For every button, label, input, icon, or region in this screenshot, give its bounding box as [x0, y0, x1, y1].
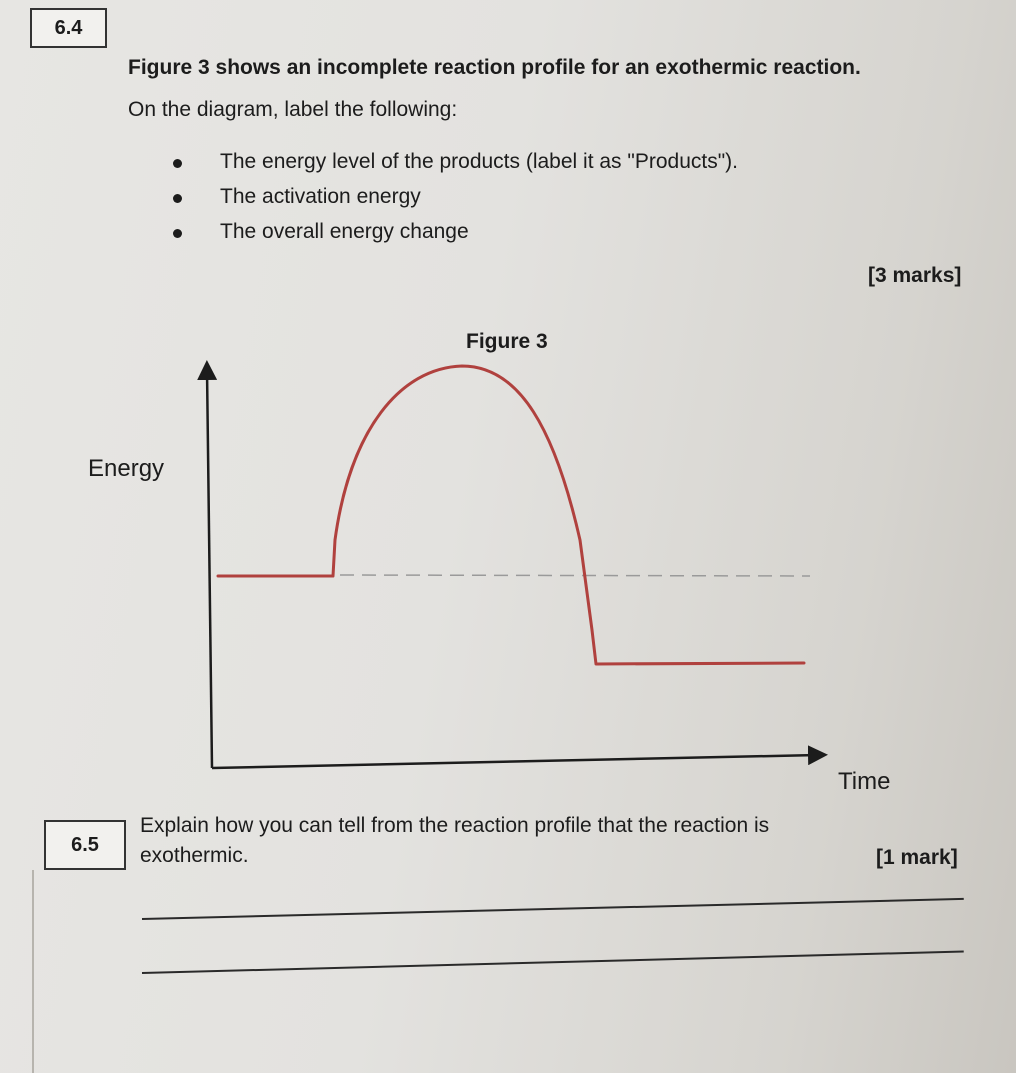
- question-number: 6.4: [54, 16, 83, 39]
- bullet-activation-energy: The activation energy: [170, 185, 738, 220]
- figure-title: Figure 3: [466, 330, 548, 353]
- question-number-box: [44, 820, 126, 870]
- reaction-profile-curve: [218, 366, 804, 664]
- question-intro: Figure 3 shows an incomplete reaction profile for an exothermic reaction.: [128, 56, 861, 79]
- reactant-level-guide: [340, 575, 810, 576]
- question-text-line-2: exothermic.: [140, 844, 249, 867]
- bullet-energy-change: The overall energy change: [170, 220, 738, 255]
- y-axis: [207, 370, 212, 768]
- marks-label: [1 mark]: [876, 846, 958, 869]
- page-margin-edge: [32, 870, 34, 1073]
- x-axis: [212, 755, 818, 768]
- y-axis-label: Energy: [88, 455, 165, 482]
- question-text-line-1: Explain how you can tell from the reaction profile that the reaction is: [140, 814, 770, 837]
- question-number: 6.5: [71, 833, 99, 856]
- x-axis-label: Time: [838, 768, 891, 795]
- bullet-products: The energy level of the products (label it as "Products").: [170, 150, 738, 185]
- question-instruction: On the diagram, label the following:: [128, 98, 458, 121]
- marks-label: [3 marks]: [868, 264, 962, 287]
